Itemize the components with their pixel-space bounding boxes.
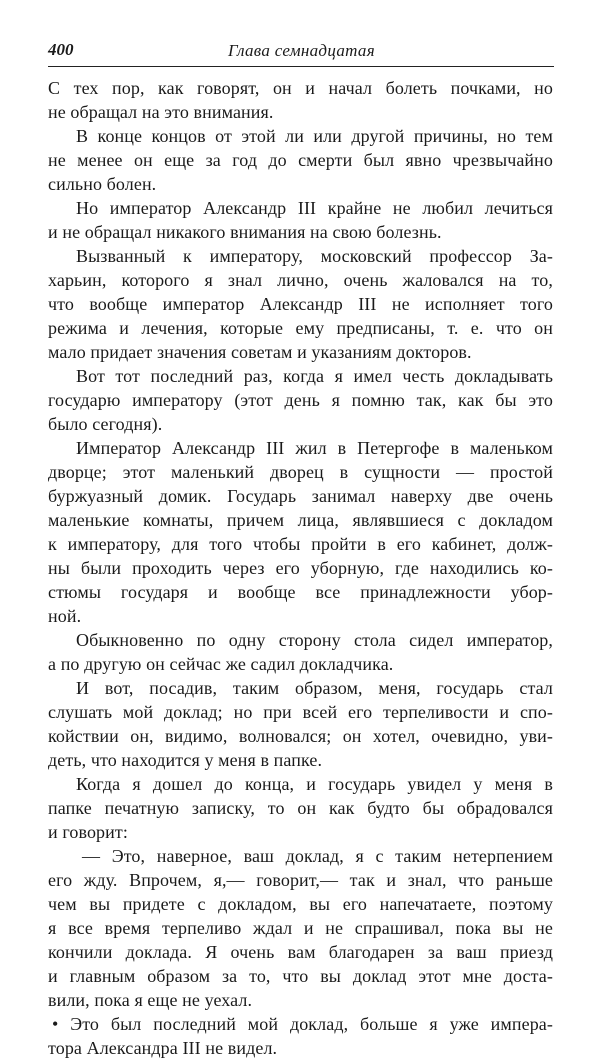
text-line: не обращал на это внимания. <box>48 102 274 122</box>
text-line: а по другую он сейчас же садил докладчика. <box>48 654 394 674</box>
page-header <box>48 40 553 66</box>
text-line: Вызванный к императору, московский профессор За- <box>76 246 553 266</box>
text-line: и не обращал никакого внимания на свою болезнь. <box>48 222 442 242</box>
text-line: И вот, посадив, таким образом, меня, государь стал <box>76 678 553 698</box>
text-line: • Это был последний мой доклад, больше я уже импера- <box>52 1014 553 1034</box>
text-line: что вообще император Александр III не исполняет того <box>48 294 553 314</box>
header-rule <box>48 66 554 67</box>
text-line: В конце концов от этой ли или другой причины, но тем <box>76 126 553 146</box>
paragraph <box>48 676 553 772</box>
paragraph <box>48 364 553 436</box>
text-line: койствии он, видимо, волновался; он хотел, очевидно, уви- <box>48 726 553 746</box>
text-line: было сегодня). <box>48 414 163 434</box>
text-line: тора Александра III не видел. <box>48 1038 278 1058</box>
paragraph <box>48 628 553 676</box>
text-line: деть, что находится у меня в папке. <box>48 750 323 770</box>
paragraph <box>48 1012 553 1060</box>
text-line: и говорит: <box>48 822 128 842</box>
text-line: стюмы государя и вообще все принадлежности убор- <box>48 582 553 602</box>
page-number: 400 <box>48 40 74 59</box>
text-line: — Это, наверное, ваш доклад, я с таким нетерпением <box>82 846 553 866</box>
paragraph <box>48 772 553 844</box>
text-line: государю императору (этот день я помню так, как бы это <box>48 390 553 410</box>
text-line: мало придает значения советам и указаниям докторов. <box>48 342 472 362</box>
paragraph <box>48 76 553 124</box>
paragraph <box>48 844 553 1012</box>
text-line: Обыкновенно по одну сторону стола сидел император, <box>76 630 553 650</box>
text-line: ной. <box>48 606 82 626</box>
text-line: вили, пока я еще не уехал. <box>48 990 253 1010</box>
text-line: не менее он еще за год до смерти был явно чрезвычайно <box>48 150 553 170</box>
text-line: Но император Александр III крайне не любил лечиться <box>76 198 553 218</box>
text-line: я все время терпеливо ждал и не спрашивал, пока вы не <box>48 918 553 938</box>
text-line: дворце; этот маленький дворец в сущности — простой <box>48 462 553 482</box>
paragraph <box>48 196 553 244</box>
text-line: маленькие комнаты, причем лица, являвшиеся с докладом <box>48 510 553 530</box>
body-text <box>48 76 553 1060</box>
text-line: С тех пор, как говорят, он и начал болеть почками, но <box>48 78 553 98</box>
text-line: кончили доклада. Я очень вам благодарен за ваш приезд <box>48 942 553 962</box>
text-line: его жду. Впрочем, я,— говорит,— так и знал, что раньше <box>48 870 553 890</box>
text-line: Император Александр III жил в Петергофе в маленьком <box>76 438 553 458</box>
text-line: к императору, для того чтобы пройти в его кабинет, долж- <box>48 534 553 554</box>
text-line: слушать мой доклад; но при всей его терпеливости и спо- <box>48 702 553 722</box>
paragraph <box>48 124 553 196</box>
text-line: Вот тот последний раз, когда я имел честь докладывать <box>76 366 553 386</box>
text-line: Когда я дошел до конца, и государь увидел у меня в <box>76 774 553 794</box>
text-line: режима и лечения, которые ему предписаны, т. е. что он <box>48 318 553 338</box>
text-line: буржуазный домик. Государь занимал наверху две очень <box>48 486 553 506</box>
text-line: чем вы придете с докладом, вы его напечатаете, поэтому <box>48 894 553 914</box>
text-line: харьин, которого я знал лично, очень жаловался на то, <box>48 270 553 290</box>
text-line: папке печатную записку, то он как будто бы обрадовался <box>48 798 553 818</box>
text-line: сильно болен. <box>48 174 157 194</box>
text-line: ны были проходить через его уборную, где находились ко- <box>48 558 553 578</box>
paragraph <box>48 244 553 364</box>
text-line: и главным образом за то, что вы доклад этот мне доста- <box>48 966 553 986</box>
paragraph <box>48 436 553 628</box>
running-title: Глава семнадцатая <box>228 41 375 60</box>
